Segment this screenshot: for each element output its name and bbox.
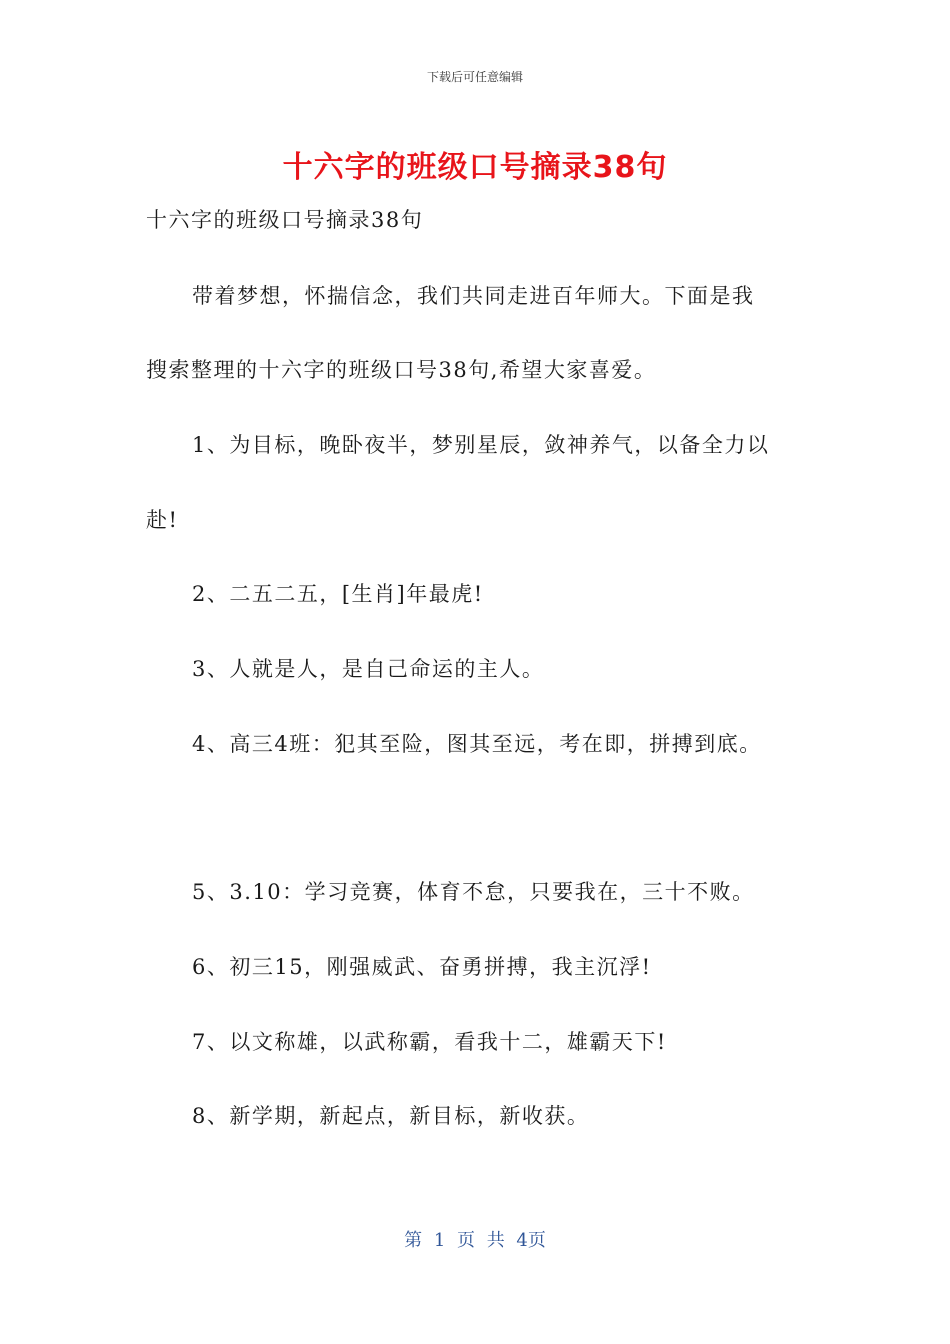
list-item: 2、二五二五，[生肖]年最虎! [192,582,484,606]
list-item-continuation: 赴! [146,508,179,532]
list-item: 8、新学期，新起点，新目标，新收获。 [192,1104,590,1128]
list-item: 5、3.10：学习竞赛，体育不怠，只要我在，三十不败。 [192,880,755,904]
list-item: 4、高三4班：犯其至险，图其至远，考在即，拼搏到底。 [192,732,762,756]
intro-paragraph-line-2: 搜索整理的十六字的班级口号38句,希望大家喜爱。 [146,358,657,382]
document-subtitle: 十六字的班级口号摘录38句 [146,208,424,232]
list-item: 7、以文称雄，以武称霸，看我十二，雄霸天下! [192,1030,667,1054]
list-item: 3、人就是人，是自己命运的主人。 [192,657,545,681]
list-item: 6、初三15，刚强威武、奋勇拼搏，我主沉浮! [192,955,652,979]
page-number-footer: 第 1 页 共 4页 [404,1230,546,1251]
document-title: 十六字的班级口号摘录38句 [282,150,668,185]
intro-paragraph-line-1: 带着梦想，怀揣信念，我们共同走进百年师大。下面是我 [192,284,755,308]
page-header-note: 下载后可任意编辑 [426,70,523,84]
list-item: 1、为目标，晚卧夜半，梦别星辰，敛神养气，以备全力以 [192,433,770,457]
